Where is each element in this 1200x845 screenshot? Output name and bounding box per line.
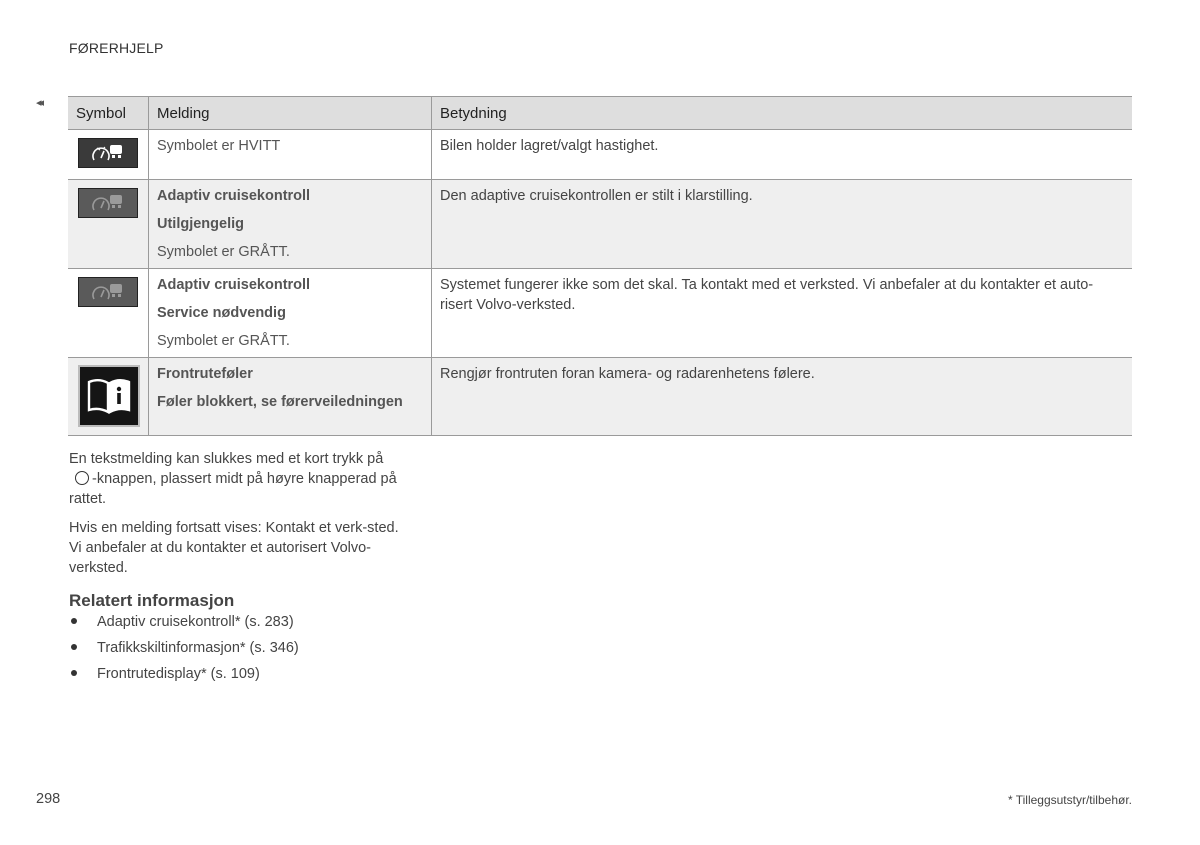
message-cell — [149, 180, 432, 269]
related-link-cruise-control[interactable] — [69, 612, 299, 638]
related-info-heading: Relatert informasjon — [69, 591, 235, 610]
related-link-traffic-sign[interactable] — [69, 638, 299, 664]
page-number: 298 — [36, 791, 61, 807]
related-link-label: Frontrutedisplay* (s. 109) — [97, 666, 260, 682]
message-status: Service nødvendig — [157, 305, 286, 321]
dismiss-text-after: -knappen, plassert midt på høyre knapperad på rattet. — [69, 471, 397, 507]
dismiss-text-before: En tekstmelding kan slukkes med et kort trykk på — [69, 451, 384, 467]
message-note: Symbolet er HVITT — [157, 138, 281, 154]
message-status: Utilgjengelig — [157, 216, 244, 232]
message-cell — [149, 130, 432, 180]
manual-info-icon-graphic — [86, 376, 132, 416]
table-header-row — [68, 97, 1132, 130]
cruise-control-grey-icon — [78, 277, 138, 307]
o-button-icon — [75, 471, 89, 485]
cruise-control-grey-icon — [78, 188, 138, 218]
column-header-meaning: Betydning — [432, 97, 1133, 130]
meaning-cell: Systemet fungerer ikke som det skal. Ta kontakt med et verksted. Vi anbefaler at du kontakter et auto-risert Volvo-verksted. — [432, 269, 1133, 358]
related-link-label: Trafikkskiltinformasjon* (s. 346) — [97, 640, 299, 656]
cruise-control-icon-graphic — [90, 192, 126, 214]
symbol-cell — [68, 180, 149, 269]
manual-info-icon — [78, 365, 140, 427]
table-row — [68, 130, 1132, 180]
accessory-footnote: * Tilleggsutstyr/tilbehør. — [1007, 793, 1132, 807]
related-info-list — [69, 612, 299, 690]
related-link-head-up-display[interactable] — [69, 664, 299, 690]
bullet-icon — [71, 644, 77, 650]
table-row — [68, 358, 1132, 436]
message-title: Adaptiv cruisekontroll — [157, 277, 311, 293]
symbol-cell — [68, 358, 149, 436]
contact-workshop-paragraph: Hvis en melding fortsatt vises: Kontakt et verk-sted. Vi anbefaler at du kontakter et autorisert Volvo-verksted. — [69, 520, 399, 576]
message-cell — [149, 358, 432, 436]
symbol-cell — [68, 269, 149, 358]
column-header-message: Melding — [149, 97, 432, 130]
cruise-control-icon-graphic — [90, 281, 126, 303]
table-row — [68, 180, 1132, 269]
meaning-cell: Rengjør frontruten foran kamera- og radarenhetens følere. — [432, 358, 1133, 436]
related-link-label: Adaptiv cruisekontroll* (s. 283) — [97, 614, 294, 630]
message-note: Symbolet er GRÅTT. — [157, 333, 290, 349]
message-title: Frontruteføler — [157, 366, 253, 382]
message-title: Adaptiv cruisekontroll — [157, 188, 311, 204]
meaning-cell: Den adaptive cruisekontrollen er stilt i klarstilling. — [432, 180, 1133, 269]
bullet-icon — [71, 618, 77, 624]
message-cell — [149, 269, 432, 358]
section-title: FØRERHJELP — [69, 40, 164, 56]
cruise-control-icon-graphic — [90, 142, 126, 164]
meaning-cell: Bilen holder lagret/valgt hastighet. — [432, 130, 1133, 180]
cruise-control-icon — [78, 138, 138, 168]
bullet-icon — [71, 670, 77, 676]
dismiss-instruction — [69, 449, 409, 509]
symbol-cell — [68, 130, 149, 180]
message-table — [68, 96, 1132, 436]
continued-icon: ◂◂ — [36, 97, 42, 109]
table-row — [68, 269, 1132, 358]
message-note: Symbolet er GRÅTT. — [157, 244, 290, 260]
message-status: Føler blokkert, se førerveiledningen — [157, 394, 403, 410]
column-header-symbol: Symbol — [68, 97, 149, 130]
